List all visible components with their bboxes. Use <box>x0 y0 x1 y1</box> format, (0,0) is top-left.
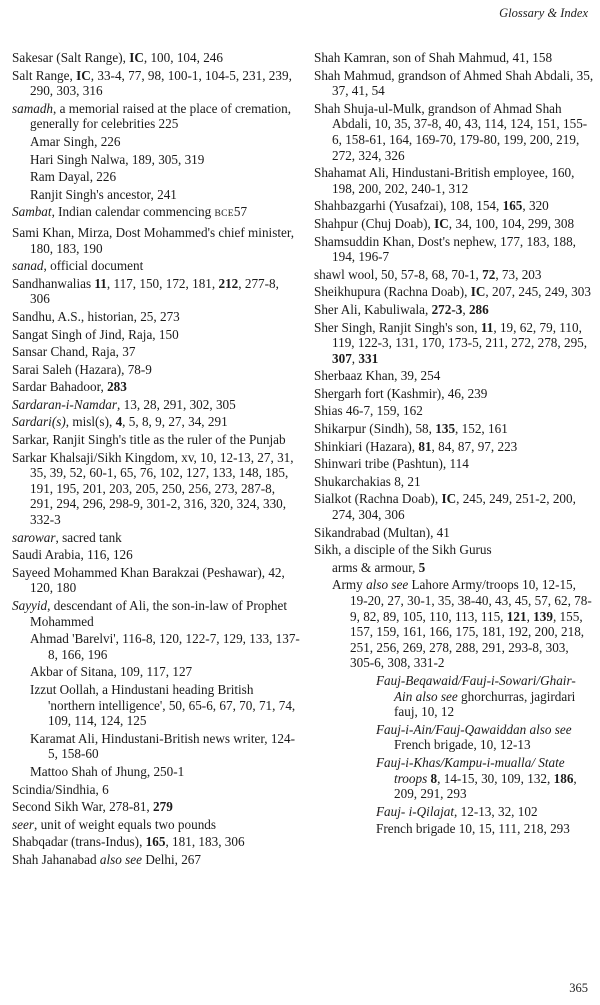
entry-text: Sher Singh, Ranjit Singh's son, <box>314 319 481 335</box>
index-subentry <box>314 722 594 753</box>
entry-text: Sami Khan, Mirza, Dost Mohammed's chief minister, 180, 183, 190 <box>12 224 295 256</box>
entry-text: , 245, 249, 251-2, 200, 274, 304, 306 <box>332 491 576 523</box>
entry-text: Sikh, a disciple of the Sikh Gurus <box>314 542 492 558</box>
index-entry <box>12 834 300 850</box>
entry-text: Sherbaaz Khan, 39, 254 <box>314 368 441 384</box>
index-subentry <box>12 169 300 185</box>
entry-text: Second Sikh War, 278-81, <box>12 799 154 815</box>
entry-text: Shinkiari (Hazara), <box>314 438 419 454</box>
index-column-left <box>12 50 300 870</box>
bold-page-ref: 139 <box>533 608 553 624</box>
entry-text: , <box>526 608 534 624</box>
entry-text: 57 <box>233 204 248 220</box>
index-entry <box>314 165 594 196</box>
index-subentry <box>314 804 594 820</box>
index-entry <box>314 542 594 558</box>
entry-text: , 152, 161 <box>455 421 508 437</box>
entry-text: Mattoo Shah of Jhung, 250-1 <box>30 763 185 779</box>
bold-page-ref: IC <box>441 491 457 507</box>
entry-text: , a memorial raised at the place of cremation, generally for celebrities 225 <box>30 100 292 132</box>
index-entry <box>12 101 300 132</box>
index-entry <box>314 439 594 455</box>
entry-text: Shikarpur (Sindh), 58, <box>314 421 436 437</box>
italic-term: Fauj-Beqawaid/Fauj-i-Sowari/Ghair-Ain also see <box>376 672 576 704</box>
italic-term: sanad <box>12 258 44 274</box>
index-entry <box>314 320 594 367</box>
entry-text: Sakesar (Salt Range), <box>12 50 130 65</box>
entry-text: , 34, 100, 104, 299, 308 <box>448 215 575 231</box>
bold-page-ref: 81 <box>418 438 432 454</box>
entry-text: Hari Singh Nalwa, 189, 305, 319 <box>30 151 205 167</box>
entry-text: arms & armour, <box>332 559 419 575</box>
index-subentry <box>12 152 300 168</box>
entry-text: Army <box>332 577 367 593</box>
index-column-right <box>314 50 594 839</box>
index-entry <box>314 386 594 402</box>
bold-page-ref: 4 <box>115 414 123 430</box>
entry-text: Shabqadar (trans-Indus), <box>12 834 146 850</box>
index-entry <box>12 565 300 596</box>
italic-term: Fauj-i-Ain/Fauj-Qawaiddan also see <box>376 721 572 737</box>
index-entry <box>314 50 594 66</box>
bold-page-ref: 307 <box>332 350 352 366</box>
entry-text: Shukarchakias 8, 21 <box>314 473 421 489</box>
entry-text: , 320 <box>522 198 549 214</box>
entry-text: Izzut Oollah, a Hindustani heading British 'northern intelligence', 50, 65-6, 67, 70, 71, 74, 109, 114, 124, 125 <box>30 681 296 729</box>
entry-text: , descendant of Ali, the son-in-law of Prophet Mohammed <box>30 598 288 629</box>
index-entry <box>314 284 594 300</box>
index-entry <box>12 362 300 378</box>
index-entry <box>314 198 594 214</box>
entry-text: , 117, 150, 172, 181, <box>106 275 219 291</box>
index-entry <box>314 101 594 163</box>
entry-text: Salt Range, <box>12 67 77 83</box>
bold-page-ref: 286 <box>468 301 489 317</box>
entry-text: , 84, 87, 97, 223 <box>431 438 518 454</box>
entry-text: Sayeed Mohammed Khan Barakzai (Peshawar), 42, 120, 180 <box>12 564 285 596</box>
index-entry <box>12 598 300 629</box>
entry-text: , 73, 203 <box>495 266 542 282</box>
entry-text: Shahpur (Chuj Doab), <box>314 215 435 231</box>
entry-text: Sansar Chand, Raja, 37 <box>12 344 136 360</box>
index-subentry <box>12 631 300 662</box>
running-head: Glossary & Index <box>499 6 588 20</box>
index-entry <box>314 302 594 318</box>
entry-text: Amar Singh, 226 <box>30 133 121 149</box>
index-subentry <box>12 764 300 780</box>
italic-term: samadh <box>12 100 54 116</box>
index-entry <box>12 432 300 448</box>
entry-text: Sandhu, A.S., historian, 25, 273 <box>12 308 180 324</box>
index-entry <box>12 852 300 868</box>
italic-term: Fauj-i-Khas/Kampu-i-mualla/ State troops <box>376 754 565 786</box>
index-entry <box>12 327 300 343</box>
index-entry <box>12 414 300 430</box>
entry-text: , sacred tank <box>55 529 122 545</box>
bold-page-ref: 283 <box>107 379 127 395</box>
italic-term: Fauj- i-Qilajat <box>376 803 455 819</box>
entry-text: Sher Ali, Kabuliwala, <box>314 301 432 317</box>
entry-text: BCE <box>214 209 234 220</box>
entry-text: Sardar Bahadoor, <box>12 379 108 395</box>
entry-text: , misl(s), <box>65 414 116 430</box>
index-subentry <box>314 821 594 837</box>
index-entry <box>12 309 300 325</box>
entry-text: Akbar of Sitana, 109, 117, 127 <box>30 664 193 680</box>
index-entry <box>12 379 300 395</box>
entry-text: Scindia/Sindhia, 6 <box>12 781 109 797</box>
index-subentry <box>12 134 300 150</box>
entry-text: , 13, 28, 291, 302, 305 <box>117 396 236 412</box>
bold-page-ref: 186 <box>553 770 574 786</box>
bold-page-ref: 279 <box>153 799 173 815</box>
index-entry <box>314 525 594 541</box>
entry-text: Ram Dayal, 226 <box>30 169 117 185</box>
bold-page-ref: 165 <box>502 198 523 214</box>
bold-page-ref: IC <box>129 50 144 65</box>
entry-text: French brigade 10, 15, 111, 218, 293 <box>376 821 570 837</box>
index-entry <box>12 397 300 413</box>
index-entry <box>12 50 300 66</box>
entry-text: Shah Shuja-ul-Mulk, grandson of Ahmad Shah Abdali, 10, 35, 37-8, 40, 43, 114, 124, 151, 155-6, 158-61, 164, 169-70, 179-80, 199, 200, 219, 272, 324, 326 <box>314 100 588 163</box>
entry-text: Delhi, 267 <box>142 851 201 867</box>
entry-text: , 100, 104, 246 <box>143 50 223 65</box>
entry-text: Shah Kamran, son of Shah Mahmud, 41, 158 <box>314 50 553 65</box>
index-entry <box>314 368 594 384</box>
entry-text: , 209, 291, 293 <box>394 770 577 802</box>
entry-text: , 19, 62, 79, 110, 119, 122-3, 131, 170, 173-5, 211, 272, 278, 295, <box>332 319 588 351</box>
entry-text: Shias 46-7, 159, 162 <box>314 403 423 419</box>
index-subentry <box>314 560 594 576</box>
entry-text: , <box>462 301 469 317</box>
entry-text: Shahamat Ali, Hindustani-British employee, 160, 198, 200, 202, 240-1, 312 <box>314 165 575 196</box>
entry-text: French brigade, 10, 12-13 <box>394 737 531 753</box>
entry-text: Sarai Saleh (Hazara), 78-9 <box>12 361 152 377</box>
entry-text: ghorchurras, jagirdari fauj, 10, 12 <box>394 688 576 720</box>
index-entry <box>314 403 594 419</box>
entry-text: Ahmad 'Barelvi', 116-8, 120, 122-7, 129, 133, 137-8, 166, 196 <box>30 631 300 662</box>
entry-text: , official document <box>43 258 144 274</box>
entry-text: , 155, 157, 159, 161, 166, 175, 181, 192, 200, 218, 251, 256, 269, 278, 288, 291, 293-8, 303, 305-6, 308, 331-2 <box>350 608 585 671</box>
entry-text: , 277-8, 306 <box>30 275 279 307</box>
index-entry <box>12 225 300 256</box>
index-entry <box>12 258 300 274</box>
index-subentry <box>314 577 594 671</box>
index-entry <box>314 421 594 437</box>
index-entry <box>12 344 300 360</box>
italic-term: Sardari(s) <box>12 414 66 430</box>
entry-text: Sandhanwalias <box>12 275 95 291</box>
bold-page-ref: IC <box>470 284 486 300</box>
index-subentry <box>314 755 594 802</box>
index-subentry <box>12 682 300 729</box>
italic-term: Sambat <box>12 204 52 220</box>
entry-text: shawl wool, 50, 57-8, 68, 70-1, <box>314 266 483 282</box>
entry-text: Shergarh fort (Kashmir), 46, 239 <box>314 385 488 401</box>
entry-text: Saudi Arabia, 116, 126 <box>12 547 133 563</box>
index-entry <box>314 456 594 472</box>
entry-text: Shahbazgarhi (Yusafzai), 108, 154, <box>314 198 503 214</box>
bold-page-ref: 11 <box>480 319 494 335</box>
entry-text: Shah Jahanabad <box>12 851 100 867</box>
index-subentry <box>314 673 594 720</box>
index-entry <box>12 782 300 798</box>
bold-page-ref: 72 <box>482 266 496 282</box>
entry-text: Sikandrabad (Multan), 41 <box>314 524 450 540</box>
italic-term: Sardaran-i-Namdar <box>12 396 118 412</box>
index-subentry <box>12 187 300 203</box>
entry-text: , unit of weight equals two pounds <box>33 816 217 832</box>
entry-text: Shah Mahmud, grandson of Ahmed Shah Abdali, 35, 37, 41, 54 <box>314 67 594 99</box>
bold-page-ref: 8 <box>430 770 438 786</box>
index-subentry <box>12 664 300 680</box>
entry-text: , 181, 183, 306 <box>165 834 245 850</box>
bold-page-ref: 331 <box>358 350 379 366</box>
italic-term: seer <box>12 816 34 832</box>
entry-text: Karamat Ali, Hindustani-British news writer, 124-5, 158-60 <box>30 730 296 762</box>
bold-page-ref: IC <box>434 215 449 231</box>
index-entry <box>12 450 300 528</box>
entry-text: , 5, 8, 9, 27, 34, 291 <box>122 414 228 430</box>
entry-text: , <box>351 350 359 366</box>
italic-term: also see <box>99 851 143 867</box>
entry-text: Sialkot (Rachna Doab), <box>314 491 442 507</box>
italic-term: also see <box>366 577 409 593</box>
index-entry <box>12 68 300 99</box>
index-entry <box>314 267 594 283</box>
bold-page-ref: 165 <box>145 834 166 850</box>
entry-text: , Indian calendar commencing <box>51 204 215 220</box>
page-number: 365 <box>569 981 588 996</box>
index-entry <box>314 234 594 265</box>
entry-text: , 14-15, 30, 109, 132, <box>437 770 554 786</box>
index-entry <box>12 276 300 307</box>
bold-page-ref: 135 <box>435 421 456 437</box>
entry-text: Sarkar, Ranjit Singh's title as the ruler of the Punjab <box>12 432 286 448</box>
bold-page-ref: IC <box>76 67 91 83</box>
index-entry <box>12 204 300 223</box>
entry-text: Sheikhupura (Rachna Doab), <box>314 284 471 300</box>
entry-text: , 33-4, 77, 98, 100-1, 104-5, 231, 239, 290, 303, 316 <box>30 67 292 99</box>
entry-text: Shamsuddin Khan, Dost's nephew, 177, 183, 188, 194, 196-7 <box>314 233 576 265</box>
entry-text: Sarkar Khalsaji/Sikh Kingdom, xv, 10, 12-13, 27, 31, 35, 39, 52, 60-1, 65, 76, 102, 127, 133, 148, 185, 191, 195, 201, 203, 205, 250, 256, 273, 287-8, 291, 294, 296, 298-9, 301-2, 316, 320, 324, 330, 332-3 <box>12 449 294 528</box>
entry-text: Lahore Army/troops 10, 12-15, 19-20, 27, 30-1, 35, 38-40, 43, 45, 57, 62, 78-9, 82, 89, 105, 110, 113, 115, <box>350 577 592 624</box>
entry-text: , 207, 245, 249, 303 <box>485 284 591 300</box>
index-entry <box>314 491 594 522</box>
entry-text: , 12-13, 32, 102 <box>454 803 538 819</box>
index-entry <box>12 799 300 815</box>
entry-text: Sangat Singh of Jind, Raja, 150 <box>12 326 179 342</box>
bold-page-ref: 5 <box>418 559 426 575</box>
index-entry <box>12 817 300 833</box>
bold-page-ref: 11 <box>94 275 107 291</box>
bold-page-ref: 212 <box>218 275 239 291</box>
index-entry <box>314 216 594 232</box>
index-entry <box>314 68 594 99</box>
entry-text: Shinwari tribe (Pashtun), 114 <box>314 456 469 472</box>
index-entry <box>12 547 300 563</box>
bold-page-ref: 272-3 <box>431 301 463 317</box>
index-entry <box>12 530 300 546</box>
italic-term: Sayyid <box>12 598 48 613</box>
bold-page-ref: 121 <box>506 608 527 624</box>
index-entry <box>314 474 594 490</box>
index-subentry <box>12 731 300 762</box>
entry-text: Ranjit Singh's ancestor, 241 <box>30 186 177 202</box>
italic-term: sarowar <box>12 529 56 545</box>
